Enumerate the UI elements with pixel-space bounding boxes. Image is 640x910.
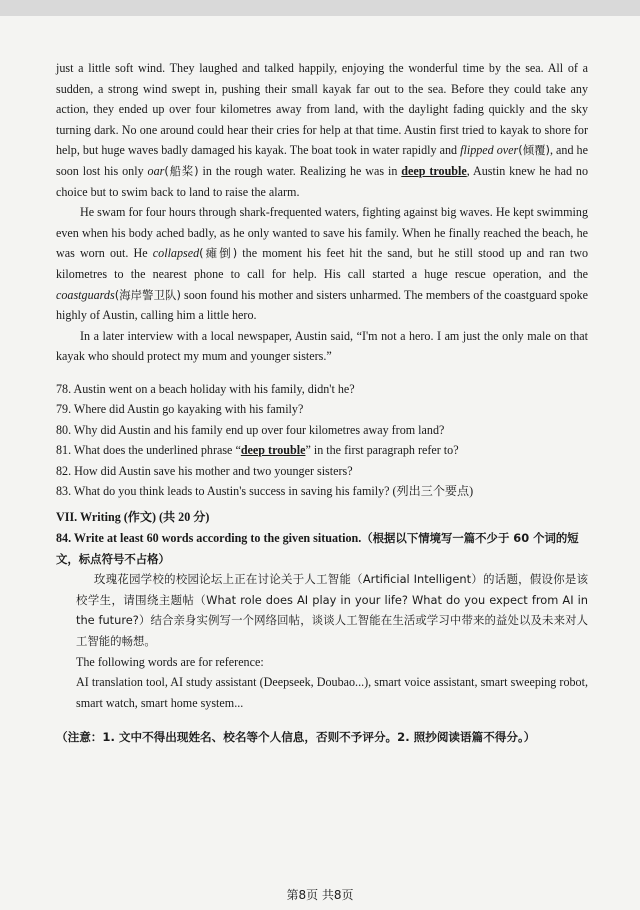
flipped-over-term: flipped over — [460, 143, 519, 158]
oar-term: oar — [147, 163, 165, 178]
exam-page — [56, 58, 588, 748]
passage-paragraph-2: He swam for four hours through shark-frequented waters, fighting against big waves. He kept swimming even when his body ached badly, as he only wanted to save his family. When he finally reached the beach, he was worn out. He collapsed(瘫倒) the moment his feet hit the sand, but he still stood up and ran two kilometres to the nearest phone to call for help. His call started a huge rescue operation, and the coastguards(海岸警卫队) soon found his mother and sisters unharmed. The members of the coastguard spoke highly of Austin, calling him a little hero. — [56, 205, 588, 323]
page-footer: 第8页 共8页 — [286, 888, 354, 902]
question-80: 80. Why did Austin and his family end up over four kilometres away from land? — [56, 422, 445, 437]
writing-note: （注意：1. 文中不得出现姓名、校名等个人信息，否则不予评分。2. 照抄阅读语篇不得分。） — [56, 730, 536, 745]
writing-section-heading: VII. Writing (作文) (共 20 分) — [56, 510, 210, 525]
question-83: 83. What do you think leads to Austin's success in saving his family? (列出三个要点) — [56, 483, 474, 498]
deep-trouble-underlined: deep trouble — [401, 163, 467, 178]
reference-words: AI translation tool, AI study assistant (Deepseek, Doubao...), smart voice assistant, smart sweeping robot, smart watch, smart home system... — [76, 675, 588, 710]
question-78: 78. Austin went on a beach holiday with his family, didn't he? — [56, 381, 355, 396]
passage-paragraph-3: In a later interview with a local newspaper, Austin said, “I'm not a hero. I am just the only male on that kayak who should protect my mum and younger sisters.” — [56, 328, 588, 364]
passage-paragraph-1: just a little soft wind. They laughed and talked happily, enjoying the wonderful time by the sea. All of a sudden, a strong wind swept in, pushing their small kayak far out to the sea. Before they could take any action, they ended up over four kilometres away from land, with the daylight fading quickly and the sky turning dark. No one around could hear their cries for help at that time. Austin first tried to kayak to shore for help, but huge waves badly damaged his kayak. The boat took in water rapidly and flipped over(倾覆), and he soon lost his only oar(船桨) in the rough water. Realizing he was in deep trouble, Austin knew he had no choice but to swim back to land to raise the alarm. — [56, 61, 589, 199]
top-scan-border — [0, 0, 640, 16]
question-82: 82. How did Austin save his mother and two younger sisters? — [56, 463, 353, 478]
writing-scenario: 玫瑰花园学校的校园论坛上正在讨论关于人工智能（Artificial Intelligent）的话题，假设你是该校学生，请围绕主题帖（What role does AI play in your life? What do you expect from AI in the future?）结合亲身实例写一个网络回帖，谈谈人工智能在生活或学习中带来的益处以及未来对人工智能的畅想。 — [76, 572, 588, 648]
question-81: 81. What does the underlined phrase “deep trouble” in the first paragraph refer to? — [56, 443, 459, 458]
coastguards-term: coastguards — [56, 287, 115, 302]
question-list — [56, 379, 588, 501]
collapsed-term: collapsed — [152, 246, 200, 261]
writing-task-84: 84. Write at least 60 words according to the given situation.（根据以下情境写一篇不少于 60 个词的短文，标点符号不占格） — [56, 530, 579, 566]
question-79: 79. Where did Austin go kayaking with his family? — [56, 402, 304, 417]
reference-label: The following words are for reference: — [76, 654, 264, 669]
